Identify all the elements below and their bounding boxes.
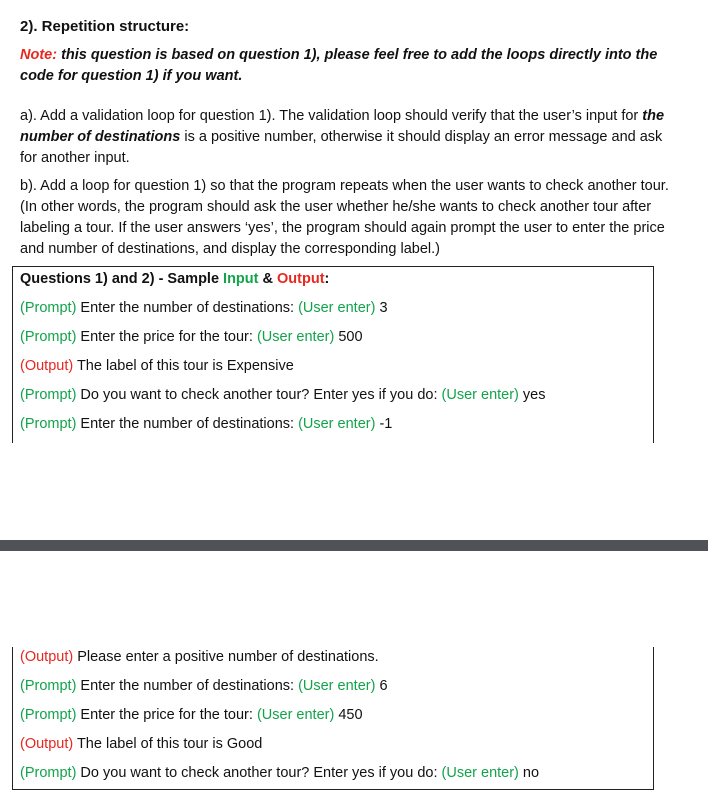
sample-io-line	[20, 300, 388, 316]
sample-title-pre: Questions 1) and 2) - Sample	[20, 271, 224, 287]
user-enter-tag: (User enter)	[298, 678, 376, 694]
user-value: yes	[518, 387, 546, 403]
line-text: Enter the number of destinations:	[76, 416, 299, 432]
line-text: Please enter a positive number of destinations.	[73, 649, 379, 665]
sample-io-line	[20, 387, 545, 403]
user-enter-tag: (User enter)	[441, 387, 519, 403]
sample-title-colon: :	[324, 271, 330, 287]
section-heading: 2). Repetition structure:	[20, 18, 190, 35]
user-value: 500	[334, 329, 363, 345]
prompt-tag: (Prompt)	[20, 300, 77, 316]
sample-title-output: Output	[277, 271, 325, 287]
part-a-paragraph	[20, 106, 670, 169]
prompt-tag: (Prompt)	[20, 678, 77, 694]
sample-io-line	[20, 416, 392, 432]
user-enter-tag: (User enter)	[441, 765, 519, 781]
line-text: Enter the number of destinations:	[76, 300, 299, 316]
sample-io-line	[20, 649, 379, 665]
note-paragraph	[20, 45, 660, 87]
sample-io-box-top	[12, 266, 654, 443]
output-tag: (Output)	[20, 358, 74, 374]
part-a-post: is a positive number, otherwise it should display an error message and ask for another input.	[20, 129, 663, 166]
sample-io-title	[20, 271, 329, 287]
user-enter-tag: (User enter)	[298, 300, 376, 316]
prompt-tag: (Prompt)	[20, 387, 77, 403]
sample-io-line	[20, 358, 294, 374]
sample-io-line	[20, 678, 388, 694]
sample-io-line	[20, 765, 539, 781]
prompt-tag: (Prompt)	[20, 416, 77, 432]
line-text: Enter the price for the tour:	[76, 329, 257, 345]
user-value: -1	[375, 416, 393, 432]
line-text: Do you want to check another tour? Enter yes if you do:	[76, 765, 442, 781]
user-value: no	[518, 765, 540, 781]
sample-io-line	[20, 736, 262, 752]
note-label: Note:	[20, 47, 58, 63]
user-enter-tag: (User enter)	[256, 707, 335, 723]
line-text: The label of this tour is Expensive	[73, 358, 294, 374]
user-value: 6	[375, 678, 388, 694]
prompt-tag: (Prompt)	[20, 329, 77, 345]
user-enter-tag: (User enter)	[256, 329, 335, 345]
line-text: The label of this tour is Good	[73, 736, 263, 752]
sample-io-line	[20, 329, 363, 345]
part-a-emphasis: the number of destinations	[20, 108, 665, 145]
part-b-paragraph: b). Add a loop for question 1) so that the program repeats when the user wants to check another tour. (In other words, the program should ask the user whether he/she wants to check another tour after labeling a tour. If the user answers ‘yes’, the program should again prompt the user to enter the price and number of destinations, and display the corresponding label.)	[20, 178, 669, 257]
sample-io-box-bottom	[12, 647, 654, 790]
note-text: this question is based on question 1), please feel free to add the loops directly into the code for question 1) if you want.	[20, 47, 658, 84]
prompt-tag: (Prompt)	[20, 707, 77, 723]
line-text: Enter the number of destinations:	[76, 678, 299, 694]
sample-io-line	[20, 707, 363, 723]
document-page-2	[0, 551, 708, 797]
prompt-tag: (Prompt)	[20, 765, 77, 781]
sample-title-input: Input	[223, 271, 259, 287]
page-divider	[0, 540, 708, 551]
part-a-pre: a). Add a validation loop for question 1). The validation loop should verify that the user’s input for	[20, 108, 643, 124]
output-tag: (Output)	[20, 649, 74, 665]
line-text: Do you want to check another tour? Enter yes if you do:	[76, 387, 442, 403]
line-text: Enter the price for the tour:	[76, 707, 257, 723]
user-enter-tag: (User enter)	[298, 416, 376, 432]
output-tag: (Output)	[20, 736, 74, 752]
user-value: 3	[375, 300, 388, 316]
sample-title-amp: &	[258, 271, 278, 287]
user-value: 450	[334, 707, 363, 723]
